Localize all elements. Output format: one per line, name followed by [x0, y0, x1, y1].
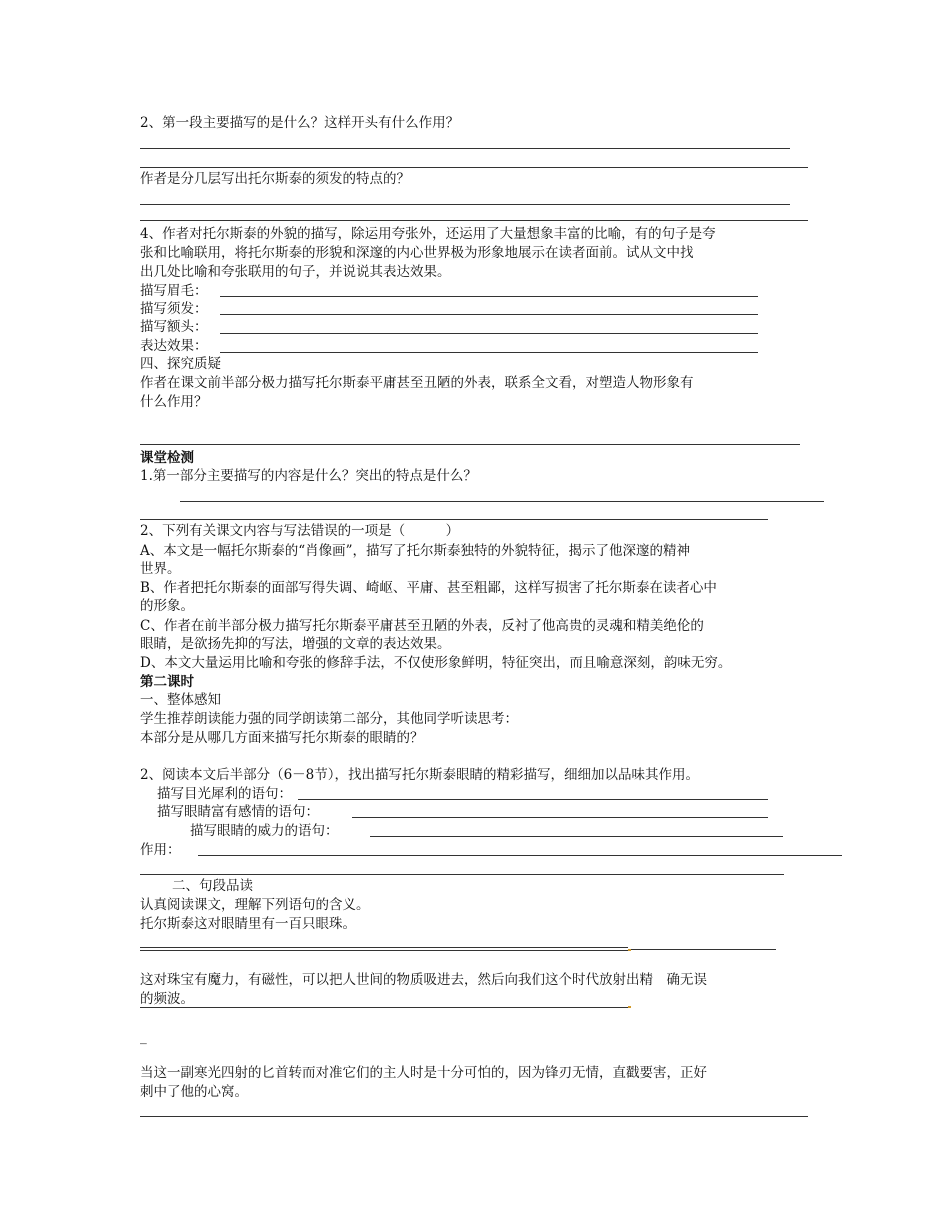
effect-answer-line[interactable]	[220, 352, 758, 353]
forehead-label: 描写额头：	[140, 319, 208, 335]
option-b-line1: B、作者把托尔斯泰的面部写得失调、崎岖、平庸、甚至粗鄙，这样写损害了托尔斯泰在读者心中	[140, 580, 717, 596]
question-layers: 作者是分几层写出托尔斯泰的须发的特点的？	[140, 171, 410, 187]
sentence-2-line1: 这对珠宝有魔力，有磁性，可以把人世间的物质吸进去，然后向我们这个时代放射出精 确无误	[140, 972, 707, 988]
sharp-gaze-answer-line[interactable]	[298, 799, 768, 800]
explore-question-line2: 什么作用？	[140, 394, 208, 410]
question-2-eyes: 2、阅读本文后半部分（6－8节），找出描写托尔斯泰眼睛的精彩描写，细细加以品味其作用。	[140, 767, 700, 783]
answer-line[interactable]	[628, 949, 776, 950]
forehead-answer-line[interactable]	[220, 333, 758, 334]
answer-line[interactable]	[140, 874, 784, 875]
lesson-2-title: 第二课时	[140, 674, 194, 690]
sentence-1-answer-line[interactable]	[140, 947, 628, 951]
answer-line[interactable]	[140, 148, 790, 149]
explore-heading: 四、探究质疑	[140, 356, 221, 372]
question-4-line3: 出几处比喻和夸张联用的句子，并说说其表达效果。	[140, 264, 451, 280]
sentence-2-line2: 的频波。	[140, 991, 194, 1007]
revision-mark	[628, 949, 631, 951]
question-2: 2、第一段主要描写的是什么？这样开头有什么作用？	[140, 115, 460, 131]
answer-line[interactable]	[140, 444, 800, 445]
option-c-line1: C、作者在前半部分极力描写托尔斯泰平庸甚至丑陋的外表，反衬了他高贵的灵魂和精美绝伦的	[140, 618, 704, 634]
option-a-line2: 世界。	[140, 561, 181, 577]
test-question-1: 1.第一部分主要描写的内容是什么？突出的特点是什么？	[140, 468, 477, 484]
answer-line[interactable]	[140, 519, 768, 520]
reading-heading: 二、句段品读	[172, 878, 253, 894]
revision-mark	[628, 1006, 631, 1008]
answer-line[interactable]	[180, 501, 824, 502]
overview-heading: 一、整体感知	[140, 692, 221, 708]
reading-instruction: 认真阅读课文，理解下列语句的含义。	[140, 897, 370, 913]
answer-line[interactable]	[140, 220, 808, 221]
answer-line[interactable]	[140, 167, 808, 168]
function-answer-line[interactable]	[198, 855, 842, 856]
overview-question: 本部分是从哪几方面来描写托尔斯泰的眼睛的？	[140, 730, 424, 746]
question-4-line2: 张和比喻联用，将托尔斯泰的形貌和深邃的内心世界极为形象地展示在读者面前。试从文中找	[140, 245, 694, 261]
emotion-label: 描写眼睛富有感情的语句：	[157, 804, 319, 820]
option-d: D、本文大量运用比喻和夸张的修辞手法，不仅使形象鲜明，特征突出，而且喻意深刻，韵味无穷。	[140, 655, 732, 671]
option-a-line1: A、本文是一幅托尔斯泰的“肖像画”，描写了托尔斯泰独特的外貌特征，揭示了他深邃的精神	[140, 543, 691, 559]
option-c-line2: 眼睛，是欲扬先抑的写法，增强的文章的表达效果。	[140, 636, 451, 652]
overview-intro: 学生推荐朗读能力强的同学朗读第二部分，其他同学听读思考：	[140, 711, 518, 727]
sentence-3-answer-line[interactable]	[140, 1116, 808, 1117]
emotion-answer-line[interactable]	[352, 817, 768, 818]
sharp-gaze-label: 描写目光犀利的语句：	[157, 786, 292, 802]
test-title: 课堂检测	[140, 450, 194, 466]
power-label: 描写眼睛的威力的语句：	[190, 823, 339, 839]
sentence-3-line2: 刺中了他的心窝。	[140, 1084, 248, 1100]
function-label: 作用：	[140, 842, 181, 858]
sentence-3-line1: 当这一副寒光四射的匕首转而对准它们的主人时是十分可怕的，因为锋刃无情，直戳要害，正好	[140, 1065, 707, 1081]
sentence-2-answer-line[interactable]	[140, 1007, 628, 1008]
power-answer-line[interactable]	[370, 836, 783, 837]
eyebrow-answer-line[interactable]	[220, 296, 758, 297]
option-b-line2: 的形象。	[140, 598, 194, 614]
stray-underscore: _	[140, 1029, 147, 1045]
hair-answer-line[interactable]	[220, 314, 758, 315]
eyebrow-label: 描写眉毛：	[140, 283, 208, 299]
hair-label: 描写须发：	[140, 301, 208, 317]
test-question-2: 2、下列有关课文内容与写法错误的一项是（ ）	[140, 523, 460, 539]
question-4-line1: 4、作者对托尔斯泰的外貌的描写，除运用夸张外，还运用了大量想象丰富的比喻，有的句子是夸	[140, 226, 716, 242]
explore-question-line1: 作者在课文前半部分极力描写托尔斯泰平庸甚至丑陋的外表，联系全文看，对塑造人物形象有	[140, 375, 694, 391]
effect-label: 表达效果：	[140, 338, 208, 354]
sentence-1: 托尔斯泰这对眼睛里有一百只眼珠。	[140, 916, 356, 932]
answer-line[interactable]	[140, 204, 790, 205]
